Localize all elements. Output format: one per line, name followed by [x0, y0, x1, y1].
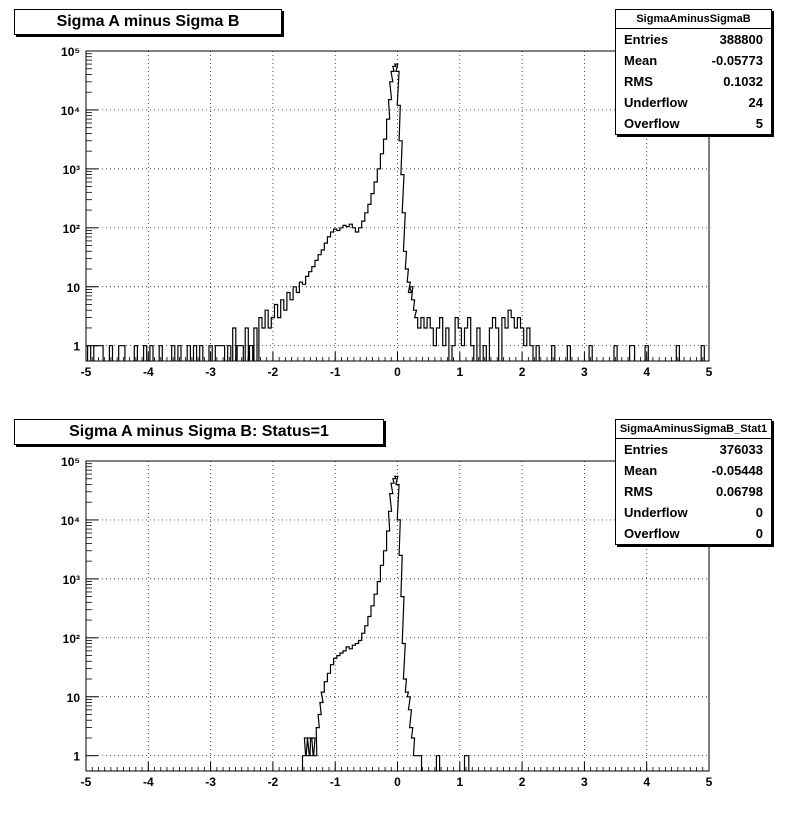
x-tick-label: 2: [518, 775, 526, 789]
y-tick-label: 10²: [62, 631, 80, 646]
y-tick-label: 10⁴: [60, 103, 80, 118]
plot-2-stats-box: [615, 419, 772, 545]
stats-row-entries: Entries 376033: [624, 442, 763, 457]
stats-row-mean: Mean -0.05773: [624, 53, 763, 68]
x-tick-label: -2: [267, 775, 279, 789]
plot-1-title-box: [14, 9, 282, 35]
y-tick-label: 10⁵: [61, 455, 80, 469]
x-tick-label: -3: [205, 365, 216, 379]
plot-2-title: Sigma A minus Sigma B: Status=1: [69, 423, 329, 440]
x-tick-label: -1: [329, 365, 341, 379]
x-tick-label: -4: [142, 775, 154, 789]
x-tick-label: 4: [643, 365, 651, 379]
x-tick-label: 3: [581, 775, 588, 789]
x-tick-label: 4: [643, 775, 651, 789]
stats-row-entries: Entries 388800: [624, 32, 763, 47]
stats-row-rms: RMS 0.1032: [624, 74, 763, 89]
plot-2-title-box: [14, 419, 384, 445]
plot-1-stats-name: SigmaAminusSigmaB: [616, 10, 771, 29]
plot-1-title: Sigma A minus Sigma B: [56, 13, 240, 30]
y-tick-label: 10²: [62, 221, 80, 236]
y-tick-label: 10: [66, 280, 80, 295]
stats-row-overflow: Overflow 0: [624, 526, 763, 541]
x-tick-label: 5: [705, 365, 713, 379]
plot-2-stats-name: SigmaAminusSigmaB_Stat1: [616, 420, 771, 439]
y-tick-label: 10³: [62, 572, 80, 587]
stats-row-mean: Mean -0.05448: [624, 463, 763, 478]
stats-row-rms: RMS 0.06798: [624, 484, 763, 499]
y-tick-label: 10: [66, 690, 80, 705]
x-tick-label: 5: [705, 775, 713, 789]
plot-1-stats-box: [615, 9, 772, 135]
x-tick-label: 1: [456, 775, 464, 789]
x-tick-label: -2: [267, 365, 279, 379]
y-tick-label: 10⁵: [61, 45, 80, 59]
x-tick-label: 1: [456, 365, 464, 379]
x-tick-label: -3: [205, 775, 216, 789]
x-tick-label: -5: [80, 775, 92, 789]
x-tick-label: 3: [581, 365, 588, 379]
x-tick-label: -5: [80, 365, 92, 379]
y-tick-label: 10³: [62, 162, 80, 177]
y-tick-label: 10⁴: [60, 513, 80, 528]
x-tick-label: 2: [518, 365, 526, 379]
x-tick-label: -1: [329, 775, 341, 789]
x-tick-label: -4: [142, 365, 154, 379]
stats-row-underflow: Underflow 0: [624, 505, 763, 520]
x-tick-label: 0: [394, 775, 401, 789]
y-tick-label: 1: [73, 339, 80, 354]
stats-row-overflow: Overflow 5: [624, 116, 763, 131]
stats-row-underflow: Underflow 24: [624, 95, 763, 110]
y-tick-label: 1: [73, 749, 80, 764]
x-tick-label: 0: [394, 365, 401, 379]
